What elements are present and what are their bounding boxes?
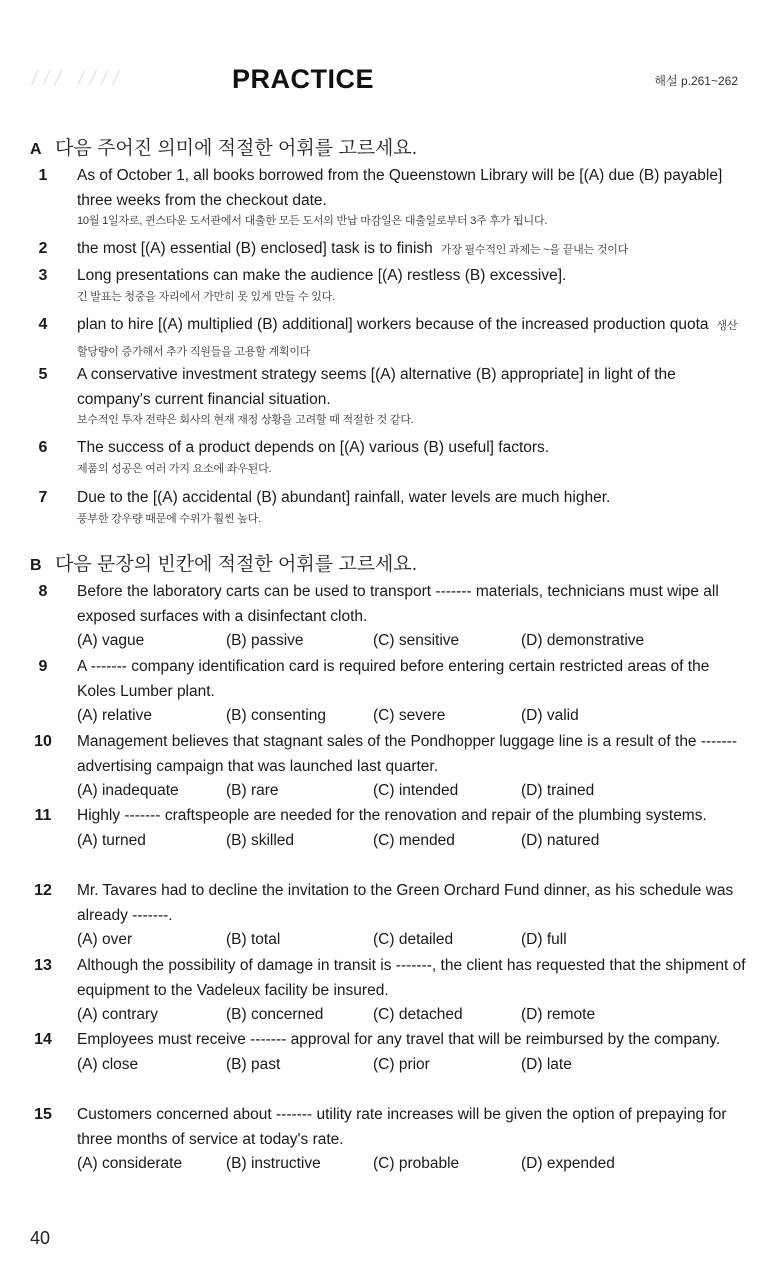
header-decoration: /// ////: [32, 68, 125, 90]
option-b: (B) instructive: [226, 1155, 321, 1172]
question-text: A conservative investment strategy seems [(A) alternative (B) appropriate] in light of the company's current financial situation.: [77, 366, 676, 408]
option-b: (B) skilled: [226, 831, 295, 849]
option-d: (D) natured: [521, 831, 600, 849]
korean-translation: 제품의 성공은 여러 가지 요소에 좌우된다.: [77, 462, 272, 475]
option-b: (B) total: [226, 931, 281, 948]
question-text: Long presentations can make the audience [(A) restless (B) excessive].: [77, 267, 567, 284]
option-b: (B) passive: [226, 632, 304, 649]
option-c: (C) detached: [373, 1006, 463, 1023]
question-text: Before the laboratory carts can be used to transport ------- materials, technicians must wipe all exposed surfaces with a disinfectant cloth.: [77, 583, 719, 625]
korean-translation: 긴 발표는 청중을 자리에서 가만히 못 있게 만들 수 있다.: [77, 290, 335, 303]
question-text: A ------- company identification card is required before entering certain restricted areas of the Koles Lumber plant.: [77, 658, 710, 700]
option-a: (A) over: [77, 931, 133, 948]
section-letter: A: [30, 141, 42, 158]
option-d: (D) full: [521, 931, 567, 948]
korean-translation: 10월 1일자로, 퀸스타운 도서관에서 대출한 모든 도서의 반납 마감일은 대출일로부터 3주 후가 됩니다.: [77, 215, 548, 227]
question-number: 10: [34, 733, 52, 750]
korean-translation: 풍부한 강우량 때문에 수위가 훨씬 높다.: [77, 512, 261, 525]
question-number: 4: [38, 316, 48, 333]
option-a: (A) inadequate: [77, 782, 179, 799]
answer-options: [77, 704, 749, 729]
section-letter: B: [30, 557, 42, 574]
option-c: (C) prior: [373, 1055, 430, 1073]
option-c: (C) mended: [373, 831, 455, 849]
question-text: Management believes that stagnant sales of the Pondhopper luggage line is a result of the ------- advertising campaign that was launched last quarter.: [77, 733, 737, 775]
answer-options: [77, 1152, 749, 1177]
section-a-heading: [30, 133, 417, 160]
option-a: (A) considerate: [77, 1155, 183, 1172]
option-c: (C) sensitive: [373, 632, 460, 649]
question-number: 13: [34, 957, 52, 974]
option-c: (C) probable: [373, 1155, 460, 1172]
option-d: (D) expended: [521, 1155, 615, 1172]
question-number: 12: [34, 882, 52, 899]
option-a: (A) vague: [77, 632, 145, 649]
option-d: (D) remote: [521, 1006, 596, 1023]
option-d: (D) valid: [521, 707, 579, 724]
question-text: The success of a product depends on [(A) various (B) useful] factors.: [77, 439, 550, 456]
answer-options: [77, 928, 749, 953]
option-d: (D) trained: [521, 782, 595, 799]
answer-options: [77, 629, 749, 654]
question-number: 7: [38, 489, 48, 506]
answer-options: [77, 1003, 749, 1028]
option-c: (C) detailed: [373, 931, 454, 948]
answer-options: [77, 829, 749, 854]
korean-translation: 보수적인 투자 전략은 회사의 현재 재정 상황을 고려할 때 적절한 것 같다.: [77, 414, 414, 426]
option-a: (A) turned: [77, 831, 146, 849]
option-d: (D) late: [521, 1055, 572, 1073]
question-number: 14: [34, 1031, 52, 1048]
answer-reference: 해설 p.261~262: [654, 74, 738, 88]
option-b: (B) past: [226, 1055, 281, 1073]
option-a: (A) close: [77, 1055, 139, 1073]
section-instruction: 다음 주어진 의미에 적절한 어휘를 고르세요.: [55, 138, 418, 159]
question-text: plan to hire [(A) multiplied (B) additional] workers because of the increased production quota: [77, 316, 709, 333]
answer-options: [77, 1053, 749, 1078]
question-text: Due to the [(A) accidental (B) abundant] rainfall, water levels are much higher.: [77, 489, 611, 506]
question-number: 2: [38, 240, 48, 257]
section-b-heading: [30, 549, 417, 576]
korean-translation: 생산 할당량이 증가해서 추가 직원들을 고용할 계획이다: [77, 320, 738, 358]
question-text: Customers concerned about ------- utility rate increases will be given the option of prepaying for three months of service at today's rate.: [77, 1106, 727, 1148]
option-c: (C) intended: [373, 782, 459, 799]
option-a: (A) relative: [77, 707, 152, 724]
question-number: 11: [34, 807, 52, 824]
question-number: 9: [38, 658, 48, 675]
question-text: the most [(A) essential (B) enclosed] task is to finish: [77, 240, 433, 257]
section-instruction: 다음 문장의 빈칸에 적절한 어휘를 고르세요.: [55, 554, 418, 575]
option-c: (C) severe: [373, 707, 446, 724]
question-text: Highly ------- craftspeople are needed for the renovation and repair of the plumbing systems.: [77, 807, 707, 824]
korean-translation: 가장 필수적인 과제는 ~을 끝내는 것이다: [440, 244, 629, 256]
question-text: As of October 1, all books borrowed from the Queenstown Library will be [(A) due (B) payable] three weeks from the checkout date.: [77, 167, 723, 209]
question-text: Mr. Tavares had to decline the invitation to the Green Orchard Fund dinner, as his schedule was already -------.: [77, 882, 734, 924]
option-a: (A) contrary: [77, 1006, 158, 1023]
question-number: 5: [38, 366, 48, 383]
option-d: (D) demonstrative: [521, 632, 645, 649]
option-b: (B) consenting: [226, 707, 326, 724]
question-number: 6: [38, 439, 48, 456]
question-number: 3: [38, 267, 48, 284]
question-text: Employees must receive ------- approval for any travel that will be reimbursed by the company.: [77, 1031, 721, 1048]
question-number: 1: [38, 167, 48, 184]
option-b: (B) rare: [226, 782, 279, 799]
page-number: 40: [30, 1228, 51, 1248]
question-text: Although the possibility of damage in transit is -------, the client has requested that the shipment of equipment to the Vadeleux facility be insured.: [77, 957, 746, 999]
option-b: (B) concerned: [226, 1006, 324, 1023]
question-number: 15: [34, 1106, 52, 1123]
answer-options: [77, 779, 749, 804]
page-title: PRACTICE: [232, 64, 375, 94]
question-number: 8: [38, 583, 48, 600]
